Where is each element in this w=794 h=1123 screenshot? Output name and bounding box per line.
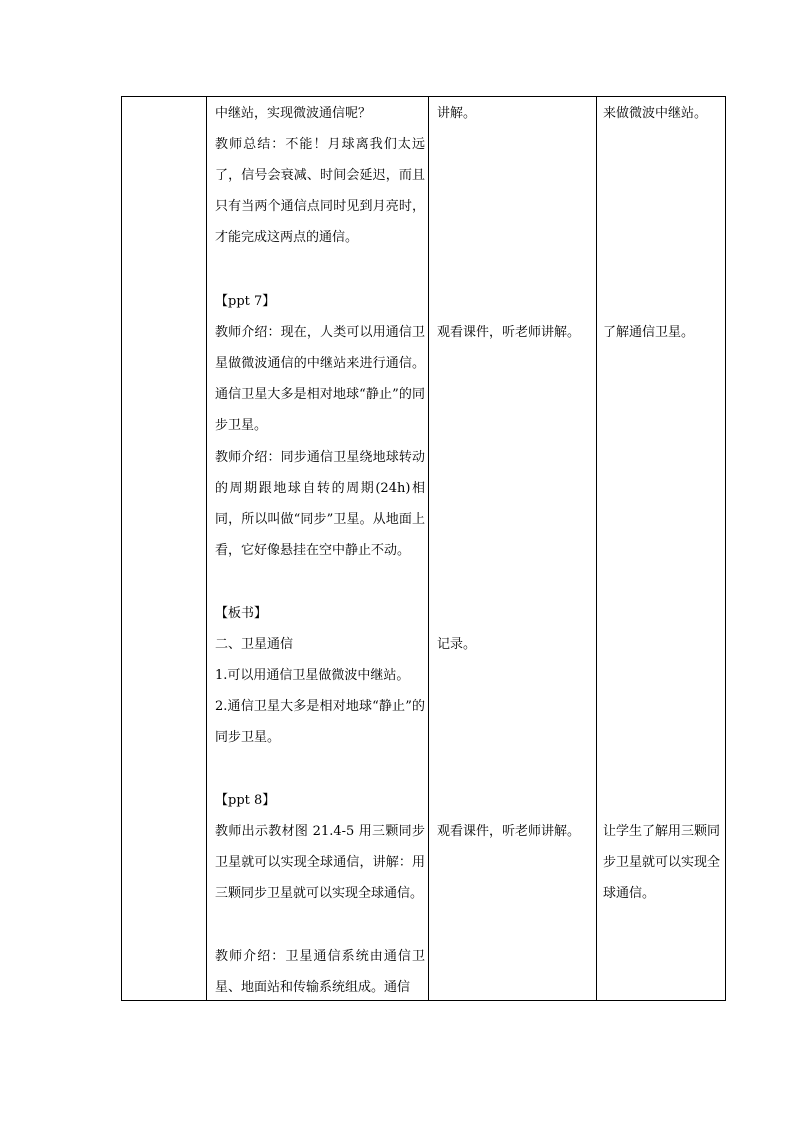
board-text: 二、卫星通信 [215, 637, 294, 652]
teacher-text: 教师介绍：同步通信卫星绕地球转动的周期跟地球自转的周期(24h)相同，所以叫做“同步”卫星。从地面上看，它好像悬挂在空中静止不动。 [215, 450, 425, 558]
slide-heading: 【ppt 8】 [215, 793, 276, 808]
student-text: 讲解。 [437, 106, 477, 121]
teacher-text: 教师出示教材图 21.4-5 用三颗同步卫星就可以实现全球通信，讲解：用三颗同步卫星就可以实现全球通信。 [215, 824, 425, 901]
intent-text: 了解通信卫星。 [603, 325, 695, 340]
teacher-text: 中继站，实现微波通信呢？ [215, 106, 372, 121]
teacher-activity-cell [207, 97, 429, 1000]
board-text: 2.通信卫星大多是相对地球“静止”的同步卫星。 [215, 699, 425, 745]
student-text: 观看课件，听老师讲解。 [437, 824, 581, 839]
lesson-plan-table [121, 96, 726, 1001]
board-text: 1.可以用通信卫星做微波中继站。 [215, 668, 410, 683]
teacher-text: 教师总结：不能！月球离我们太远了，信号会衰减、时间会延迟，而且只有当两个通信点同时见到月亮时，才能完成这两点的通信。 [215, 137, 425, 245]
student-text: 记录。 [437, 637, 477, 652]
intent-text: 来做微波中继站。 [603, 106, 708, 121]
slide-heading: 【ppt 7】 [215, 294, 276, 309]
design-intent-cell [597, 97, 727, 1000]
section-column-cell [122, 97, 206, 1000]
teacher-text: 教师介绍：现在，人类可以用通信卫星做微波通信的中继站来进行通信。通信卫星大多是相对地球“静止”的同步卫星。 [215, 325, 425, 433]
intent-text: 让学生了解用三颗同步卫星就可以实现全球通信。 [603, 824, 721, 901]
teacher-text: 教师介绍：卫星通信系统由通信卫星、地面站和传输系统组成。通信 [215, 949, 425, 995]
student-activity-cell [429, 97, 597, 1000]
board-heading: 【板书】 [215, 606, 268, 621]
student-text: 观看课件，听老师讲解。 [437, 325, 581, 340]
